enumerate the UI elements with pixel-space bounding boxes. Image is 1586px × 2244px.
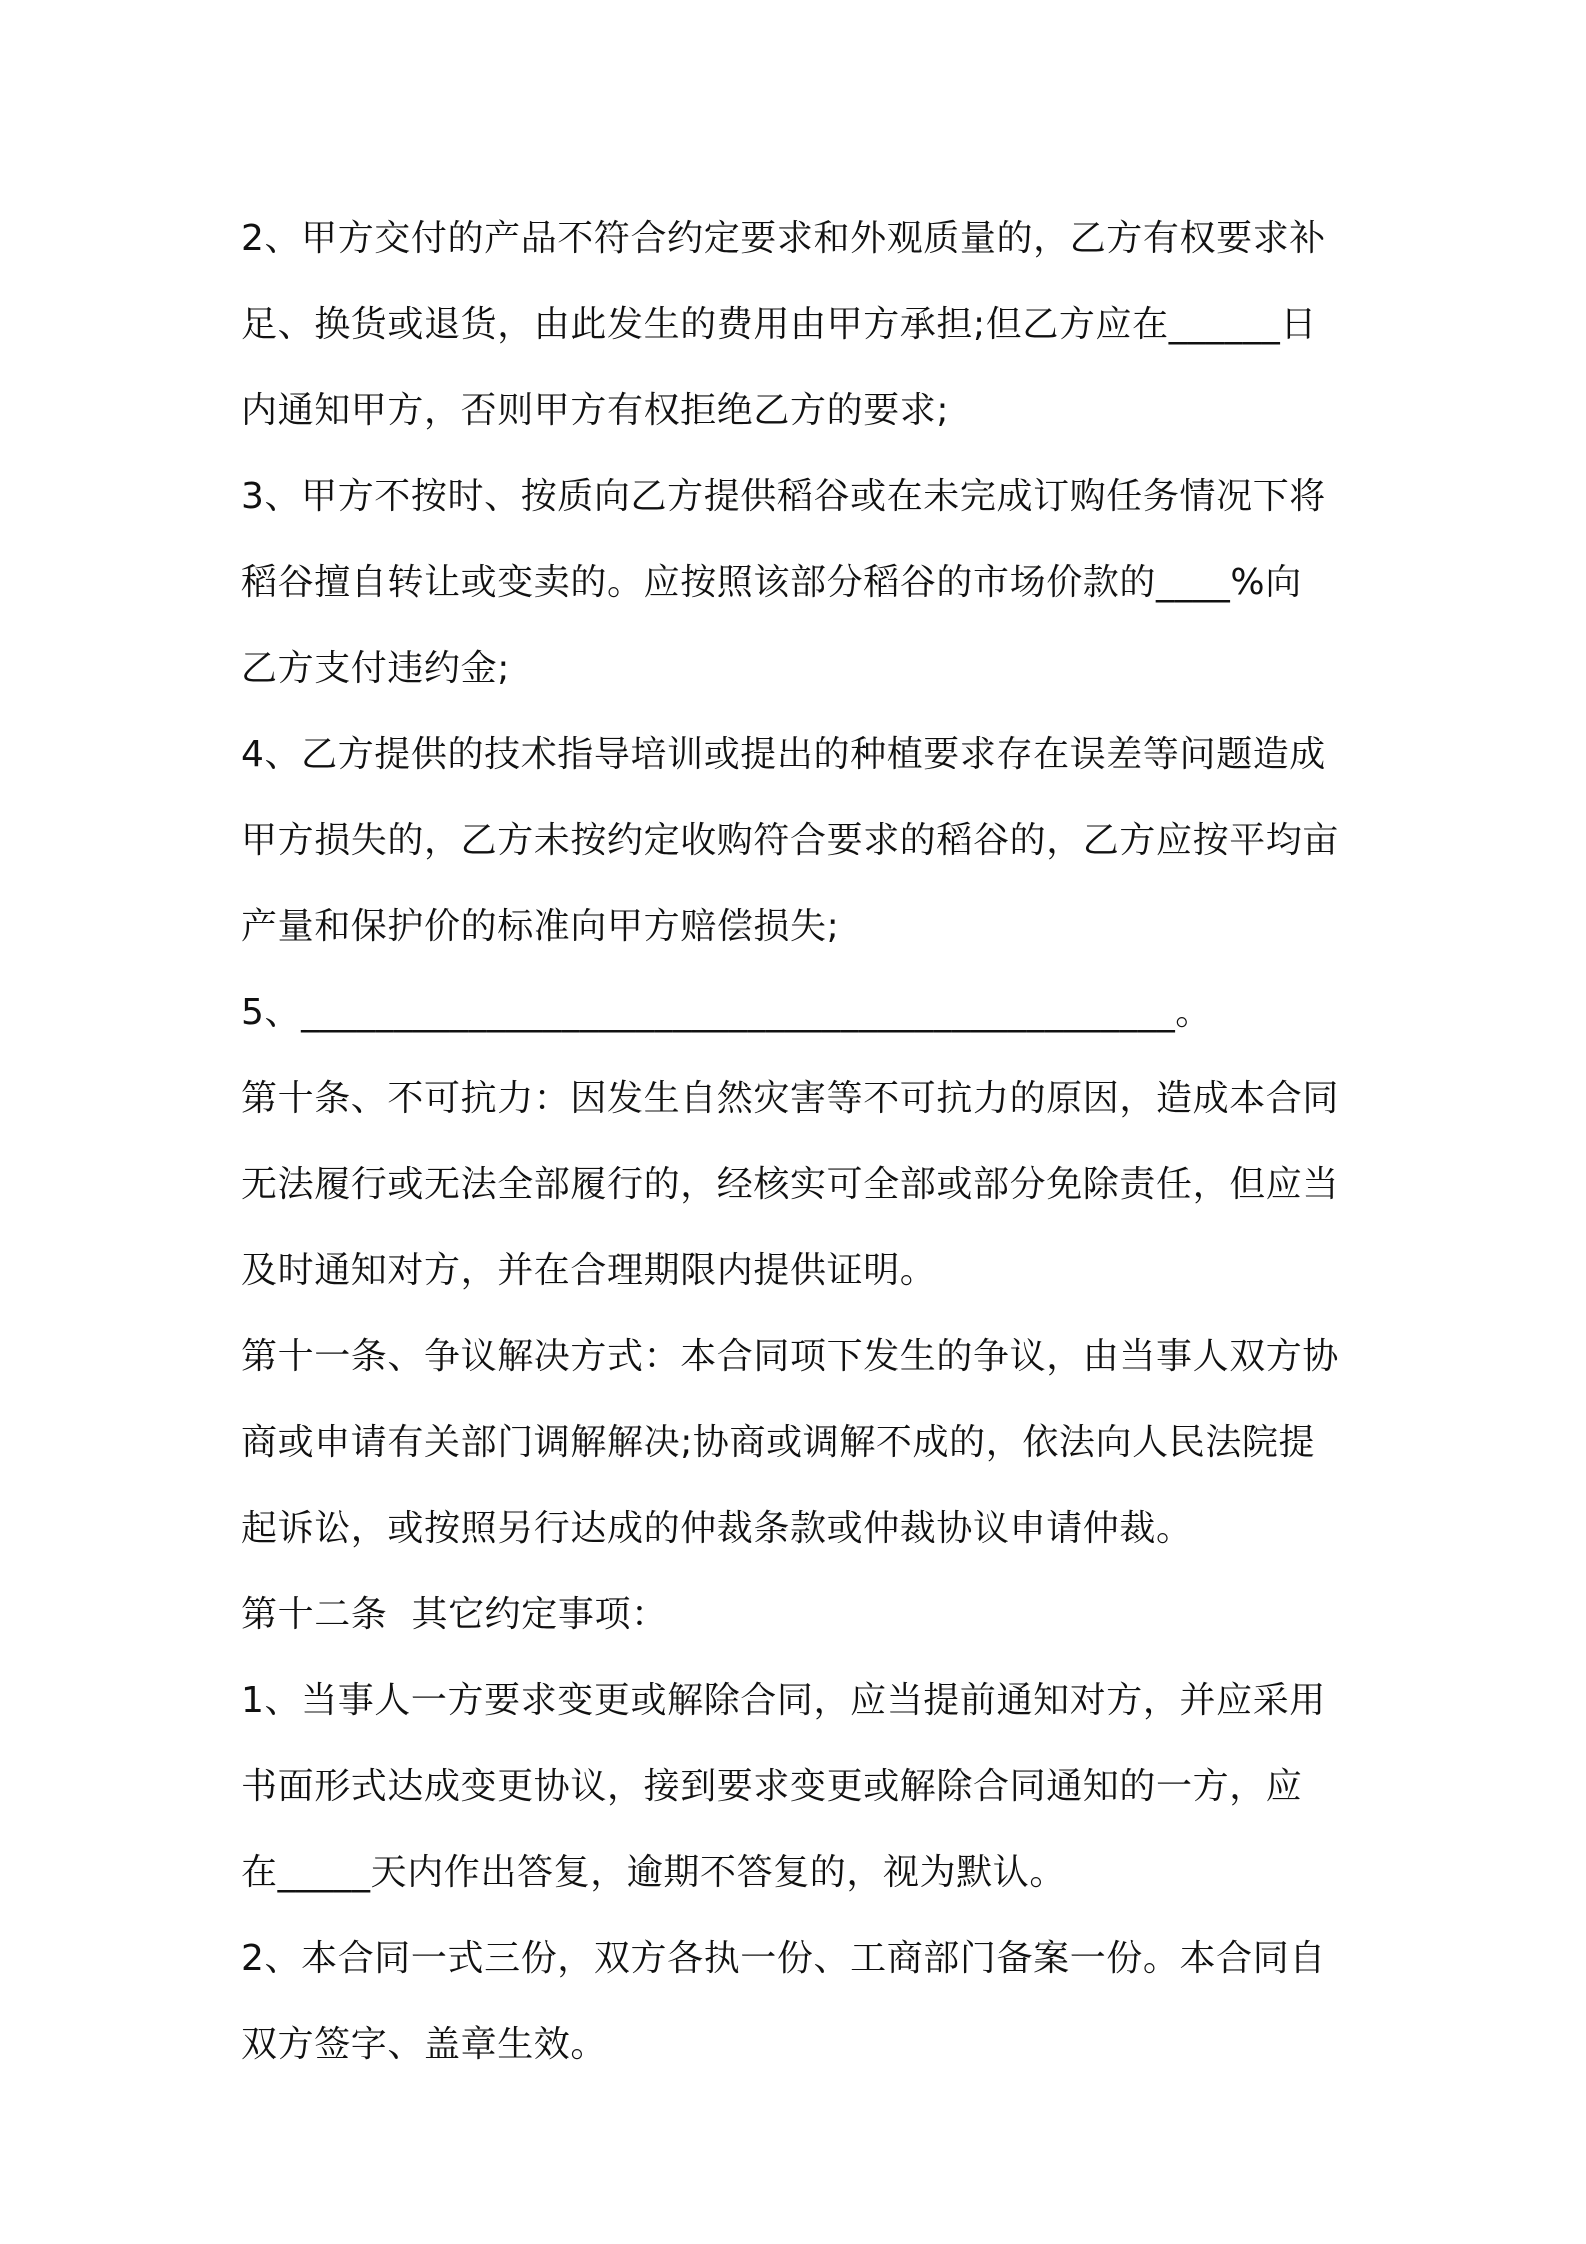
text-line: 乙方支付违约金; <box>241 648 510 689</box>
text-line: 在_____天内作出答复，逾期不答复的，视为默认。 <box>241 1852 1067 1893</box>
text-line: 4、乙方提供的技术指导培训或提出的种植要求存在误差等问题造成 <box>241 734 1326 775</box>
text-line: 第十条、不可抗力：因发生自然灾害等不可抗力的原因，造成本合同 <box>241 1078 1340 1119</box>
text-line: 稻谷擅自转让或变卖的。应按照该部分稻谷的市场价款的____%向 <box>241 562 1302 603</box>
text-line: 产量和保护价的标准向甲方赔偿损失; <box>241 906 840 947</box>
text-line: 3、甲方不按时、按质向乙方提供稻谷或在未完成订购任务情况下将 <box>241 476 1326 517</box>
text-line: 第十二条 其它约定事项： <box>241 1594 668 1635</box>
text-line: 足、换货或退货，由此发生的费用由甲方承担;但乙方应在______日 <box>241 304 1317 345</box>
text-line: 双方签字、盖章生效。 <box>241 2024 608 2065</box>
text-line: 2、甲方交付的产品不符合约定要求和外观质量的，乙方有权要求补 <box>241 218 1326 259</box>
text-line: 内通知甲方，否则甲方有权拒绝乙方的要求; <box>241 390 950 431</box>
text-line: 无法履行或无法全部履行的，经核实可全部或部分免除责任，但应当 <box>241 1164 1340 1205</box>
text-line: 甲方损失的，乙方未按约定收购符合要求的稻谷的，乙方应按平均亩 <box>241 820 1340 861</box>
text-line: 及时通知对方，并在合理期限内提供证明。 <box>241 1250 937 1291</box>
text-line: 起诉讼，或按照另行达成的仲裁条款或仲裁协议申请仲裁。 <box>241 1508 1193 1549</box>
text-line: 商或申请有关部门调解解决;协商或调解不成的，依法向人民法院提 <box>241 1422 1316 1463</box>
text-line: 第十一条、争议解决方式：本合同项下发生的争议，由当事人双方协 <box>241 1336 1340 1377</box>
text-line: 1、当事人一方要求变更或解除合同，应当提前通知对方，并应采用 <box>241 1680 1326 1721</box>
text-line: 2、本合同一式三份，双方各执一份、工商部门备案一份。本合同自 <box>241 1938 1326 1979</box>
text-line: 5、_______________________________________________。 <box>241 992 1212 1033</box>
text-line: 书面形式达成变更协议，接到要求变更或解除合同通知的一方，应 <box>241 1766 1303 1807</box>
document-body <box>241 196 1353 2088</box>
